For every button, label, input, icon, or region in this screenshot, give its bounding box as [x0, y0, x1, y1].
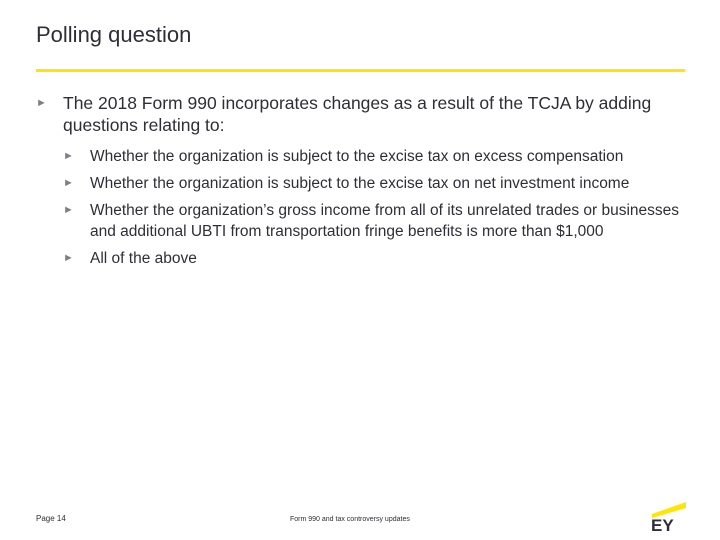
triangle-bullet-icon: ► [63, 252, 74, 264]
title-underline [36, 69, 685, 72]
ey-logo-text: EY [651, 516, 674, 532]
option-item [63, 248, 686, 269]
triangle-bullet-icon: ► [63, 177, 74, 189]
option-text: All of the above [90, 250, 197, 267]
triangle-bullet-icon: ► [36, 97, 47, 109]
question-text: The 2018 Form 990 incorporates changes as a result of the TCJA by adding questions relating to: [63, 93, 652, 135]
question-item [36, 92, 686, 136]
page-number: Page 14 [36, 514, 66, 523]
triangle-bullet-icon: ► [63, 204, 74, 216]
option-text: Whether the organization is subject to the excise tax on net investment income [90, 175, 630, 192]
option-text: Whether the organization’s gross income from all of its unrelated trades or businesses and additional UBTI from transportation fringe benefits is more than $1,000 [90, 202, 680, 240]
option-item [63, 146, 686, 167]
option-item [63, 200, 686, 242]
option-text: Whether the organization is subject to the excise tax on excess compensation [90, 148, 624, 165]
option-item [63, 173, 686, 194]
slide-content [36, 92, 686, 275]
options-list [63, 146, 686, 269]
footer-title: Form 990 and tax controversy updates [290, 516, 410, 523]
ey-logo-icon [648, 496, 688, 532]
triangle-bullet-icon: ► [63, 150, 74, 162]
slide-title: Polling question [36, 22, 192, 47]
